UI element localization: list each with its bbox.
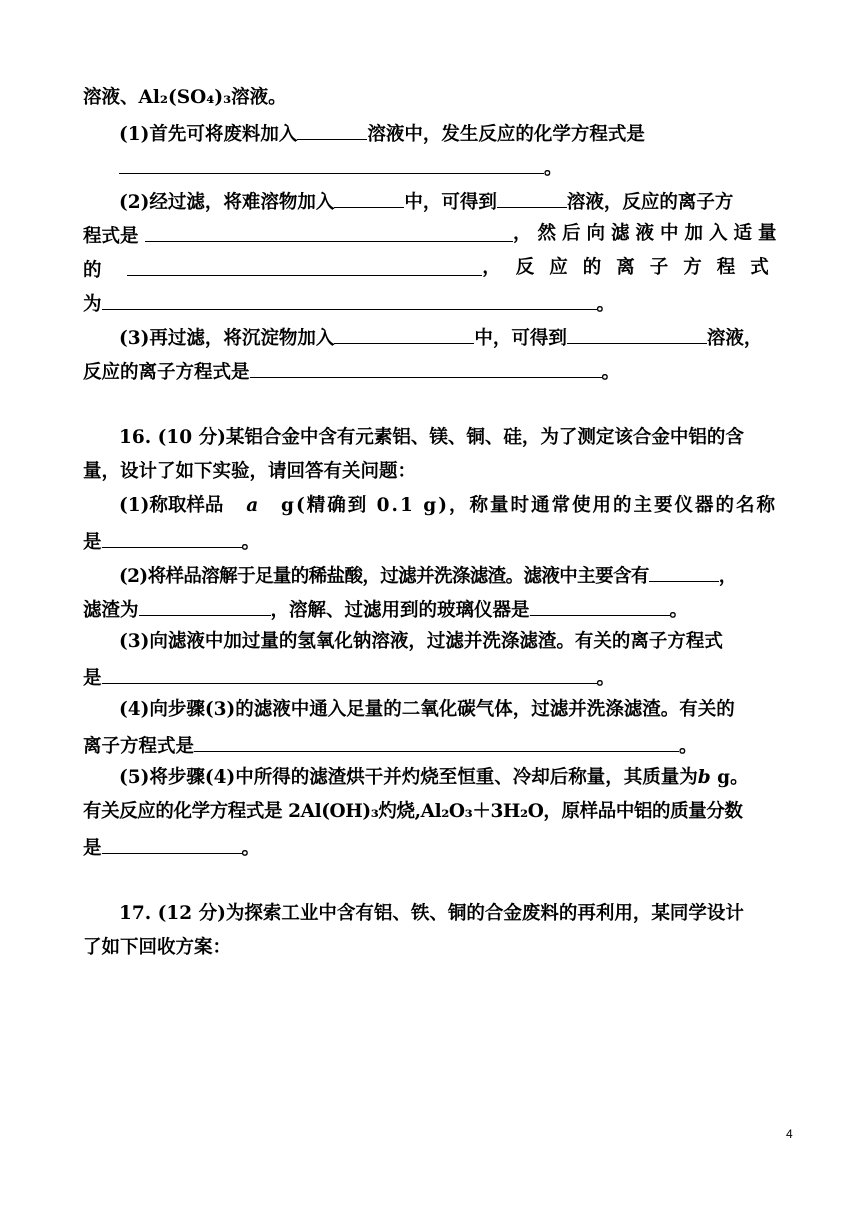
line-text: (5)将步骤(4)中所得的滤渣烘干并灼烧至恒重、冷却后称量，其质量为 xyxy=(119,767,698,788)
line-text: 。 xyxy=(544,158,563,179)
line-text: 是 xyxy=(83,838,102,859)
answer-blank[interactable] xyxy=(102,289,597,310)
line-text: (1)首先可将废料加入 xyxy=(119,124,298,145)
answer-blank[interactable] xyxy=(497,187,567,208)
text-line xyxy=(83,663,615,692)
line-text: 。 xyxy=(241,838,261,859)
question-15-1 xyxy=(119,119,645,148)
line-text: 的 xyxy=(83,260,102,281)
line-text: 反应的离子方程式是 xyxy=(83,362,250,383)
question-16-5 xyxy=(119,765,749,791)
line-text: 离子方程式是 xyxy=(83,736,195,757)
line-text: ， xyxy=(718,566,738,587)
line-text: ，溶解、过滤用到的玻璃仪器是 xyxy=(270,600,530,621)
text-line xyxy=(83,221,783,250)
question-16-2 xyxy=(119,561,737,590)
line-text: 。 xyxy=(241,532,261,553)
line-text: 溶液中，发生反应的化学方程式是 xyxy=(367,124,645,145)
line-text: 是 xyxy=(83,668,102,689)
answer-blank[interactable] xyxy=(530,595,670,616)
answer-blank[interactable] xyxy=(250,357,602,378)
line-text: g。 xyxy=(710,767,749,788)
question-17-heading xyxy=(119,901,744,927)
text-line xyxy=(83,935,231,961)
page-number: 4 xyxy=(786,1127,793,1141)
text-line xyxy=(83,731,698,760)
line-text: 中，可得到 xyxy=(474,328,567,349)
line-text: (2)经过滤，将难溶物加入 xyxy=(119,192,335,213)
question-16-3 xyxy=(119,629,723,655)
answer-blank[interactable] xyxy=(334,187,404,208)
line-text: ，然后向滤液中加入适量 xyxy=(512,223,783,244)
line-text: 了如下回收方案： xyxy=(83,937,232,958)
question-15-3 xyxy=(119,323,762,352)
text-line xyxy=(83,527,260,556)
answer-blank[interactable] xyxy=(102,527,242,548)
answer-blank[interactable] xyxy=(119,153,544,174)
text-line xyxy=(83,595,688,624)
text-line xyxy=(119,153,563,182)
text-line xyxy=(83,833,260,862)
line-text: 。 xyxy=(596,668,616,689)
line-text: 是 xyxy=(83,532,102,553)
answer-blank[interactable] xyxy=(102,663,597,684)
answer-blank[interactable] xyxy=(102,833,242,854)
line-text: 中，可得到 xyxy=(404,192,497,213)
line-text: ，反应的离子方程式 xyxy=(482,257,784,278)
line-text: (2)将样品溶解于足量的稀盐酸，过滤并洗涤滤渣。滤液中主要含有 xyxy=(119,566,649,587)
answer-blank[interactable] xyxy=(194,731,679,752)
line-text: (4)向步骤(3)的滤液中通入足量的二氧化碳气体，过滤并洗涤滤渣。有关的 xyxy=(119,699,735,720)
line-text: 程式是 xyxy=(83,226,139,247)
answer-blank[interactable] xyxy=(297,119,367,140)
line-text: 量，设计了如下实验，请回答有关问题： xyxy=(83,461,417,482)
line-text: 。 xyxy=(669,600,689,621)
variable-a: a xyxy=(246,495,259,516)
answer-blank[interactable] xyxy=(145,221,513,242)
line-text: (1)称取样品 xyxy=(119,495,224,516)
line-text: 溶液、Al₂(SO₄)₃溶液。 xyxy=(83,87,287,108)
answer-blank[interactable] xyxy=(649,561,719,582)
line-text: (3)再过滤，将沉淀物加入 xyxy=(119,328,335,349)
line-text: g(精确到 0.1 g)，称量时通常使用的主要仪器的名称 xyxy=(281,495,777,516)
line-text: 溶液， xyxy=(706,328,763,349)
variable-b: b xyxy=(697,767,711,788)
line-text: 17. (12 分)为探索工业中含有铝、铁、铜的合金废料的再利用，某同学设计 xyxy=(119,903,744,924)
line-text: 为 xyxy=(83,294,102,315)
line-text: 滤渣为 xyxy=(83,600,139,621)
text-line xyxy=(83,357,620,386)
line-text: 。 xyxy=(596,294,616,315)
answer-blank[interactable] xyxy=(567,323,707,344)
line-text: (3)向滤液中加过量的氢氧化钠溶液，过滤并洗涤滤渣。有关的离子方程式 xyxy=(119,631,723,652)
question-16-4 xyxy=(119,697,735,723)
line-text: 。 xyxy=(679,736,698,757)
text-line xyxy=(83,289,615,318)
answer-blank[interactable] xyxy=(127,255,482,276)
text-line xyxy=(83,799,743,825)
line-text: 。 xyxy=(601,362,621,383)
line-text: 16. (10 分)某铝合金中含有元素铝、镁、铜、硅，为了测定该合金中铝的含 xyxy=(119,427,744,448)
answer-blank[interactable] xyxy=(139,595,271,616)
question-16-1 xyxy=(119,493,777,519)
question-16-heading xyxy=(119,425,744,451)
question-15-2 xyxy=(119,187,733,216)
answer-blank[interactable] xyxy=(334,323,474,344)
text-line xyxy=(83,459,416,485)
text-line xyxy=(83,255,784,284)
line-text: 有关反应的化学方程式是 2Al(OH)₃灼烧,Al₂O₃＋3H₂O，原样品中铝的质量分数 xyxy=(83,801,743,822)
line-text: 溶液，反应的离子方 xyxy=(566,192,734,213)
text-line xyxy=(83,85,287,111)
